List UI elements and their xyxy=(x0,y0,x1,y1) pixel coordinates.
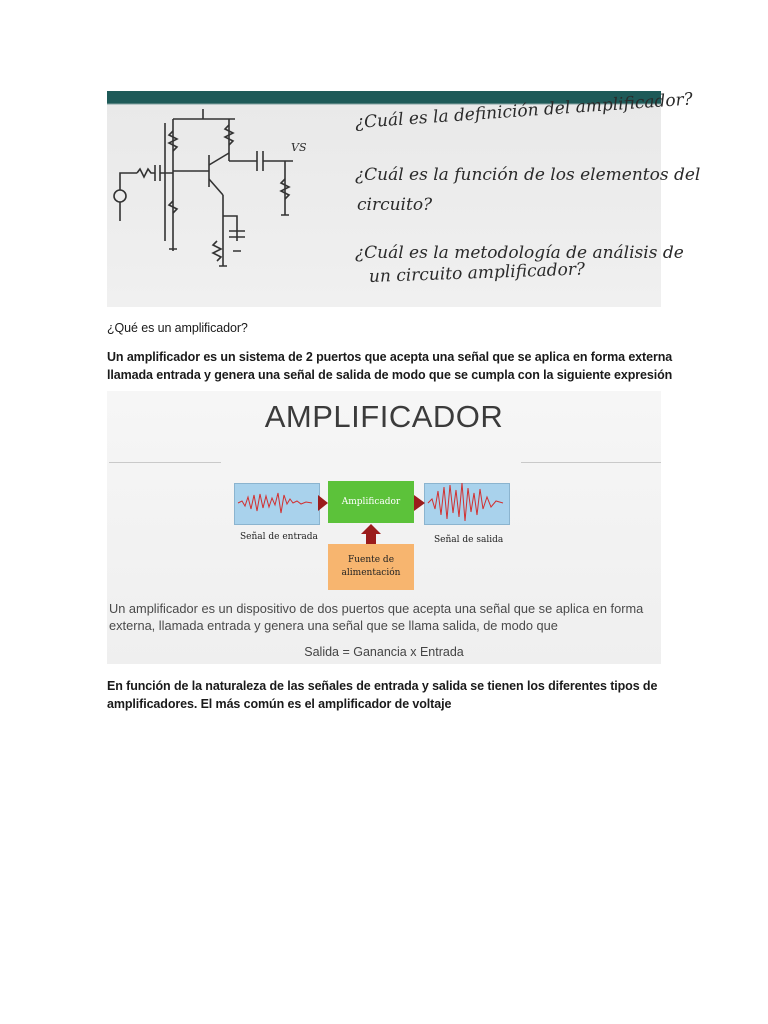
output-waveform xyxy=(428,483,503,521)
question-3b: un circuito amplificador? xyxy=(368,259,586,287)
slide-body-line-1: Un amplificador es un dispositivo de dos puertos que acepta una señal que se aplica en forma xyxy=(109,601,644,616)
question-1: ¿Cuál es la definición del amplificador? xyxy=(354,89,694,133)
question-2a: ¿Cuál es la función de los elementos del xyxy=(355,165,701,185)
gain-formula: Salida = Ganancia x Entrada xyxy=(304,645,464,659)
section-heading: ¿Qué es un amplificador? xyxy=(107,321,248,335)
whiteboard-photo xyxy=(107,89,701,307)
paragraph-1-line-2: llamada entrada y genera una señal de salida de modo que se cumpla con la siguiente expresión xyxy=(107,368,673,382)
paragraph-2-line-2: amplificadores. El más común es el amplificador de voltaje xyxy=(107,697,452,711)
paragraph-1-line-1: Un amplificador es un sistema de 2 puertos que acepta una señal que se aplica en forma externa xyxy=(107,350,673,364)
paragraph-2-line-1: En función de la naturaleza de las señales de entrada y salida se tienen los diferentes tipos de xyxy=(107,679,658,693)
slide-title: AMPLIFICADOR xyxy=(264,399,504,434)
input-caption: Señal de entrada xyxy=(240,532,318,542)
amplifier-slide xyxy=(107,391,661,664)
output-caption: Señal de salida xyxy=(434,535,504,545)
power-label-line-1: Fuente de xyxy=(347,555,395,565)
vs-label: VS xyxy=(291,141,307,154)
arrow-amp-to-output xyxy=(414,495,425,511)
power-supply-block xyxy=(328,544,414,590)
input-waveform xyxy=(238,493,312,513)
slide-body-line-2: externa, llamada entrada y genera una señal que se llama salida, de modo que xyxy=(109,618,558,633)
arrow-input-to-amp xyxy=(318,495,328,511)
slide-body xyxy=(109,600,659,634)
question-3a: ¿Cuál es la metodología de análisis de xyxy=(355,243,684,263)
arrow-power-to-amp xyxy=(361,524,381,544)
power-label-line-2: alimentación xyxy=(341,568,401,578)
amplifier-block: Amplificador xyxy=(328,481,414,523)
question-2b: circuito? xyxy=(357,195,433,215)
